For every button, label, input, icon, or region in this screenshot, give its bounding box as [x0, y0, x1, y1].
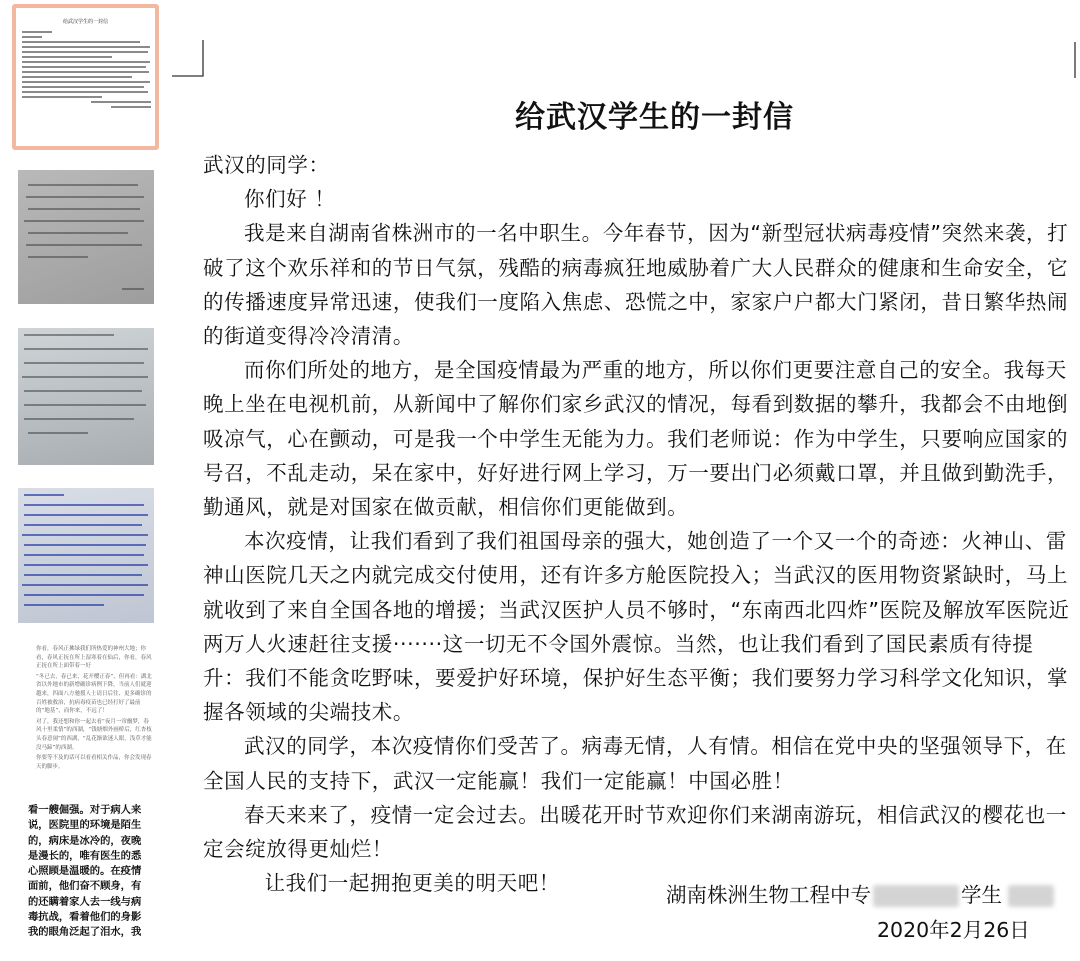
page-thumbnail-6[interactable] [28, 803, 150, 945]
letter-paragraph-4: 武汉的同学，本次疫情你们受苦了。病毒无情，人有情。相信在党中央的坚强领导下，在全国人民的支持下，武汉一定能赢！我们一定能赢！中国必胜！ [203, 734, 1067, 793]
page-thumbnail-4[interactable] [18, 488, 154, 623]
letter-date: 2020年2月26日 [877, 918, 1030, 942]
thumbnail-paragraph: 你看，春风正拂绿我们所热爱的神州大地；你看，春风正抚在所上湿寒着在仙后，你看，春风正抚在所上面带着一好 [36, 646, 152, 670]
letter-paragraph-2: 而你们所处的地方，是全国疫情最为严重的地方，所以你们更要注意自己的安全。我每天晚上坐在电视机前，从新闻中了解你们家乡武汉的情况，每看到数据的攀升，我都会不由地倒吸凉气，心在颤动，可是我一个中学生无能为力。我们老师说：作为中学生，只要响应国家的号召，不乱走动，呆在家中，好好进行网上学习，万一要出门必须戴口罩，并且做到勤洗手，勤通风，就是对国家在做贡献，相信你们更能做到。 [203, 358, 1069, 520]
letter-closing: 让我们一起拥抱更美的明天吧！ [264, 871, 560, 896]
letter-paragraph-1: 我是来自湖南省株洲市的一名中职生。今年春节，因为“新型冠状病毒疫情”突然来袭，打破了这个欢乐祥和的节日气氛，残酷的病毒疯狂地威胁着广大人民群众的健康和生命安全，它的传播速度异常迅速，使我们一度陷入焦虑、恐慌之中，家家户户都大门紧闭，昔日繁华热闹的街道变得冷冷清清。 [203, 221, 1069, 349]
thumbnail-paragraph: 你要等不及的话可以看看相关作品，你会发现春天的脚步。 [36, 755, 152, 770]
signature-school: 湖南株洲生物工程中专 [666, 883, 871, 907]
page-thumbnail-2[interactable] [18, 170, 154, 304]
letter-paragraph-3: 本次疫情，让我们看到了我们祖国母亲的强大，她创造了一个又一个的奇迹：火神山、雷神山医院几天之内就完成交付使用，还有许多方舱医院投入；当武汉的医用物资紧缺时，马上就收到了来自全国各地的增援；当武汉医护人员不够时，“东南西北四炸”医院及解放军医院近两万人火速赶往支援·······这一切无不令国外震惊。当然，也让我们看到了国民素质有待提升：我们不能贪吃野味，要爱护好环境，保护好生态平衡；我们要努力学习科学文化知识，掌握各领域的尖端技术。 [203, 529, 1070, 725]
page-corner-mark-right [1070, 40, 1080, 80]
page-thumbnail-5[interactable] [36, 645, 154, 785]
letter-signature [666, 878, 1054, 908]
thumbnail-title: 给武汉学生的一封信 [62, 19, 108, 25]
letter-title: 给武汉学生的一封信 [515, 100, 794, 135]
signature-role: 学生 [961, 883, 1002, 907]
letter-greeting: 武汉的同学： [203, 153, 330, 177]
document-page [170, 0, 1080, 961]
page-thumbnail-3[interactable] [18, 328, 154, 465]
letter-hello: 你们好 ！ [244, 187, 336, 212]
page-thumbnail-1[interactable] [12, 4, 159, 150]
page-corner-mark-left [170, 38, 206, 80]
thumbnail-paragraph: 看一艘倔强。对于病人来说，医院里的环境是陌生的，病床是冰冷的，夜晚是漫长的，唯有医生的悉心照顾是温暖的。在疫情面前，他们奋不顾身，有的还瞒着家人去一线与病毒抗战，看着他们的身影我的眼角泛起了泪水，我 [28, 804, 142, 939]
redacted-suffix [1008, 885, 1054, 907]
page-thumbnail-sidebar [0, 0, 170, 961]
letter-paragraph-5: 春天来来了，疫情一定会过去。出暖花开时节欢迎你们来湖南游玩，相信武汉的樱花也一定会绽放得更灿烂！ [203, 802, 1067, 862]
thumbnail-paragraph: 对了，我还想和你一起去看“夜月一帘幽梦，春风十里柔情”的西湖，“钱塘烟外画桥后，红杏枝头春意闹”的西湖，“乱花渐欲迷人眼，浅草才能没马蹄”的西湖。 [36, 718, 152, 751]
letter-body [203, 148, 1073, 900]
thumbnail-paragraph: “冬已去，春已来，花开樱正春”，但再看：湖北省以外地市的新增确诊病例下降，当前人们就迎越来，四面八方驰援人士请日后往、更多确诊的百姓被救治，抗病毒疫苗也已经打好了最前的“地基”，而你来，不远了！ [36, 673, 152, 715]
redacted-name [873, 885, 959, 907]
